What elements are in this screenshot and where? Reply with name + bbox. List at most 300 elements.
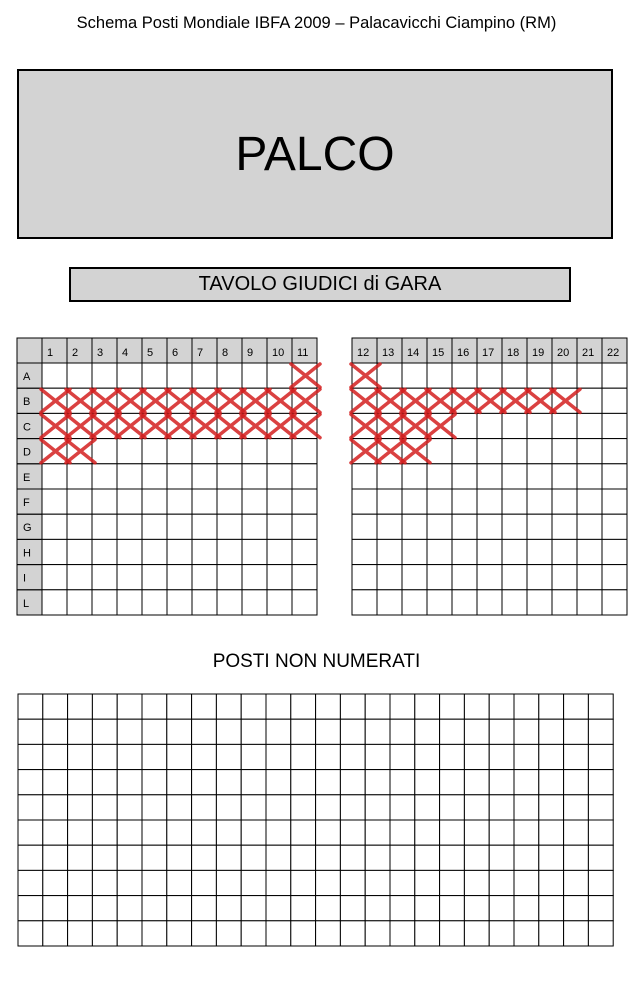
unnumbered-seat[interactable]: [539, 921, 564, 946]
seat-G4[interactable]: [117, 514, 142, 539]
seat-F15[interactable]: [427, 489, 452, 514]
unnumbered-seat[interactable]: [539, 770, 564, 795]
seat-H14[interactable]: [402, 539, 427, 564]
unnumbered-seat[interactable]: [167, 770, 192, 795]
seat-A8[interactable]: [217, 363, 242, 388]
unnumbered-seat[interactable]: [464, 795, 489, 820]
seat-H12[interactable]: [352, 539, 377, 564]
unnumbered-seat[interactable]: [167, 820, 192, 845]
unnumbered-seat[interactable]: [117, 870, 142, 895]
unnumbered-seat[interactable]: [316, 896, 341, 921]
unnumbered-seat[interactable]: [43, 744, 68, 769]
unnumbered-seat[interactable]: [390, 845, 415, 870]
seat-L8[interactable]: [217, 590, 242, 615]
unnumbered-seat[interactable]: [415, 694, 440, 719]
unnumbered-seat[interactable]: [43, 719, 68, 744]
seat-H3[interactable]: [92, 539, 117, 564]
seat-I15[interactable]: [427, 565, 452, 590]
seat-H2[interactable]: [67, 539, 92, 564]
seat-D15[interactable]: [427, 439, 452, 464]
unnumbered-seat[interactable]: [514, 694, 539, 719]
unnumbered-seat[interactable]: [192, 770, 217, 795]
unnumbered-seat[interactable]: [43, 870, 68, 895]
seat-H15[interactable]: [427, 539, 452, 564]
seat-I5[interactable]: [142, 565, 167, 590]
seat-I12[interactable]: [352, 565, 377, 590]
seat-I21[interactable]: [577, 565, 602, 590]
unnumbered-seat[interactable]: [167, 744, 192, 769]
seat-E9[interactable]: [242, 464, 267, 489]
seat-C18[interactable]: [502, 413, 527, 438]
seat-L12[interactable]: [352, 590, 377, 615]
unnumbered-seat[interactable]: [117, 921, 142, 946]
unnumbered-seat[interactable]: [415, 820, 440, 845]
unnumbered-seat[interactable]: [564, 845, 589, 870]
seat-G6[interactable]: [167, 514, 192, 539]
unnumbered-seat[interactable]: [464, 820, 489, 845]
seat-C21[interactable]: [577, 413, 602, 438]
seat-F4[interactable]: [117, 489, 142, 514]
unnumbered-seat[interactable]: [167, 870, 192, 895]
unnumbered-seat[interactable]: [216, 921, 241, 946]
unnumbered-seat[interactable]: [316, 719, 341, 744]
seat-I20[interactable]: [552, 565, 577, 590]
seat-A5[interactable]: [142, 363, 167, 388]
unnumbered-seat[interactable]: [68, 820, 93, 845]
unnumbered-seat[interactable]: [514, 845, 539, 870]
unnumbered-seat[interactable]: [117, 820, 142, 845]
unnumbered-seat[interactable]: [489, 694, 514, 719]
unnumbered-seat[interactable]: [43, 896, 68, 921]
seat-G9[interactable]: [242, 514, 267, 539]
unnumbered-seat[interactable]: [266, 744, 291, 769]
seat-E8[interactable]: [217, 464, 242, 489]
unnumbered-seat[interactable]: [464, 896, 489, 921]
unnumbered-seat[interactable]: [316, 870, 341, 895]
seat-D11[interactable]: [292, 439, 317, 464]
unnumbered-seat[interactable]: [564, 719, 589, 744]
unnumbered-seat[interactable]: [440, 795, 465, 820]
seat-L13[interactable]: [377, 590, 402, 615]
seat-E19[interactable]: [527, 464, 552, 489]
seat-G13[interactable]: [377, 514, 402, 539]
unnumbered-seat[interactable]: [514, 820, 539, 845]
seat-G10[interactable]: [267, 514, 292, 539]
seat-F10[interactable]: [267, 489, 292, 514]
unnumbered-seat[interactable]: [464, 870, 489, 895]
seat-D20[interactable]: [552, 439, 577, 464]
unnumbered-seat[interactable]: [43, 795, 68, 820]
unnumbered-seat[interactable]: [564, 921, 589, 946]
unnumbered-seat[interactable]: [489, 770, 514, 795]
unnumbered-seat[interactable]: [68, 770, 93, 795]
seat-G19[interactable]: [527, 514, 552, 539]
seat-D10[interactable]: [267, 439, 292, 464]
unnumbered-seat[interactable]: [167, 896, 192, 921]
seat-I4[interactable]: [117, 565, 142, 590]
seat-A19[interactable]: [527, 363, 552, 388]
seat-C22[interactable]: [602, 413, 627, 438]
unnumbered-seat[interactable]: [340, 921, 365, 946]
seat-L3[interactable]: [92, 590, 117, 615]
unnumbered-seat[interactable]: [390, 694, 415, 719]
unnumbered-seat[interactable]: [514, 770, 539, 795]
unnumbered-seat[interactable]: [18, 744, 43, 769]
unnumbered-seat[interactable]: [464, 845, 489, 870]
seat-A7[interactable]: [192, 363, 217, 388]
seat-F7[interactable]: [192, 489, 217, 514]
seat-D6[interactable]: [167, 439, 192, 464]
seat-I18[interactable]: [502, 565, 527, 590]
unnumbered-seat[interactable]: [92, 719, 117, 744]
seat-E3[interactable]: [92, 464, 117, 489]
unnumbered-seat[interactable]: [142, 744, 167, 769]
seat-H6[interactable]: [167, 539, 192, 564]
seat-A14[interactable]: [402, 363, 427, 388]
unnumbered-seat[interactable]: [564, 870, 589, 895]
seat-D19[interactable]: [527, 439, 552, 464]
unnumbered-seat[interactable]: [291, 921, 316, 946]
seat-F18[interactable]: [502, 489, 527, 514]
seat-I8[interactable]: [217, 565, 242, 590]
unnumbered-seat[interactable]: [365, 795, 390, 820]
unnumbered-seat[interactable]: [92, 744, 117, 769]
seat-E18[interactable]: [502, 464, 527, 489]
seat-F21[interactable]: [577, 489, 602, 514]
unnumbered-seat[interactable]: [539, 719, 564, 744]
seat-A21[interactable]: [577, 363, 602, 388]
seat-A2[interactable]: [67, 363, 92, 388]
unnumbered-seat[interactable]: [564, 744, 589, 769]
unnumbered-seat[interactable]: [142, 820, 167, 845]
seat-E1[interactable]: [42, 464, 67, 489]
seat-I17[interactable]: [477, 565, 502, 590]
seat-G5[interactable]: [142, 514, 167, 539]
seat-E11[interactable]: [292, 464, 317, 489]
unnumbered-seat[interactable]: [316, 744, 341, 769]
seat-A20[interactable]: [552, 363, 577, 388]
unnumbered-seat[interactable]: [415, 770, 440, 795]
unnumbered-seat[interactable]: [365, 744, 390, 769]
seat-G20[interactable]: [552, 514, 577, 539]
seat-E2[interactable]: [67, 464, 92, 489]
unnumbered-seat[interactable]: [291, 845, 316, 870]
unnumbered-seat[interactable]: [588, 845, 613, 870]
unnumbered-seat[interactable]: [316, 820, 341, 845]
seat-L20[interactable]: [552, 590, 577, 615]
seat-L16[interactable]: [452, 590, 477, 615]
seat-A6[interactable]: [167, 363, 192, 388]
seat-E17[interactable]: [477, 464, 502, 489]
unnumbered-seat[interactable]: [266, 870, 291, 895]
unnumbered-seat[interactable]: [564, 795, 589, 820]
unnumbered-seat[interactable]: [365, 719, 390, 744]
unnumbered-seat[interactable]: [489, 896, 514, 921]
unnumbered-seat[interactable]: [539, 795, 564, 820]
unnumbered-seat[interactable]: [192, 896, 217, 921]
unnumbered-seat[interactable]: [216, 845, 241, 870]
unnumbered-seat[interactable]: [142, 845, 167, 870]
seat-H4[interactable]: [117, 539, 142, 564]
unnumbered-seat[interactable]: [142, 694, 167, 719]
seat-F3[interactable]: [92, 489, 117, 514]
seat-G22[interactable]: [602, 514, 627, 539]
unnumbered-seat[interactable]: [514, 870, 539, 895]
unnumbered-seat[interactable]: [241, 719, 266, 744]
seat-D5[interactable]: [142, 439, 167, 464]
seat-E12[interactable]: [352, 464, 377, 489]
unnumbered-seat[interactable]: [192, 744, 217, 769]
unnumbered-seat[interactable]: [68, 921, 93, 946]
unnumbered-seat[interactable]: [365, 845, 390, 870]
unnumbered-seat[interactable]: [18, 795, 43, 820]
seat-I11[interactable]: [292, 565, 317, 590]
unnumbered-seat[interactable]: [415, 896, 440, 921]
seat-L10[interactable]: [267, 590, 292, 615]
seat-G15[interactable]: [427, 514, 452, 539]
seat-F11[interactable]: [292, 489, 317, 514]
seat-G11[interactable]: [292, 514, 317, 539]
unnumbered-seat[interactable]: [117, 719, 142, 744]
unnumbered-seat[interactable]: [440, 870, 465, 895]
unnumbered-seat[interactable]: [489, 744, 514, 769]
unnumbered-seat[interactable]: [316, 694, 341, 719]
unnumbered-seat[interactable]: [216, 770, 241, 795]
seat-H19[interactable]: [527, 539, 552, 564]
unnumbered-seat[interactable]: [266, 770, 291, 795]
unnumbered-seat[interactable]: [291, 694, 316, 719]
seat-D3[interactable]: [92, 439, 117, 464]
unnumbered-seat[interactable]: [18, 694, 43, 719]
unnumbered-seat[interactable]: [390, 870, 415, 895]
seat-H10[interactable]: [267, 539, 292, 564]
seat-E4[interactable]: [117, 464, 142, 489]
unnumbered-seat[interactable]: [415, 870, 440, 895]
unnumbered-seat[interactable]: [241, 744, 266, 769]
unnumbered-seat[interactable]: [216, 719, 241, 744]
seat-E5[interactable]: [142, 464, 167, 489]
unnumbered-seat[interactable]: [464, 694, 489, 719]
seat-D17[interactable]: [477, 439, 502, 464]
seat-H5[interactable]: [142, 539, 167, 564]
unnumbered-seat[interactable]: [192, 719, 217, 744]
unnumbered-seat[interactable]: [216, 870, 241, 895]
unnumbered-seat[interactable]: [167, 845, 192, 870]
seat-C16[interactable]: [452, 413, 477, 438]
seat-D18[interactable]: [502, 439, 527, 464]
seat-G12[interactable]: [352, 514, 377, 539]
unnumbered-seat[interactable]: [440, 845, 465, 870]
unnumbered-seat[interactable]: [92, 795, 117, 820]
unnumbered-seat[interactable]: [92, 896, 117, 921]
unnumbered-seat[interactable]: [241, 795, 266, 820]
seat-D22[interactable]: [602, 439, 627, 464]
seat-A17[interactable]: [477, 363, 502, 388]
seat-F5[interactable]: [142, 489, 167, 514]
unnumbered-seat[interactable]: [588, 719, 613, 744]
seat-L6[interactable]: [167, 590, 192, 615]
seat-F12[interactable]: [352, 489, 377, 514]
unnumbered-seat[interactable]: [18, 870, 43, 895]
seat-A13[interactable]: [377, 363, 402, 388]
unnumbered-seat[interactable]: [390, 719, 415, 744]
seat-F17[interactable]: [477, 489, 502, 514]
seat-G2[interactable]: [67, 514, 92, 539]
unnumbered-seat[interactable]: [390, 744, 415, 769]
seat-F2[interactable]: [67, 489, 92, 514]
unnumbered-seat[interactable]: [440, 921, 465, 946]
seat-H11[interactable]: [292, 539, 317, 564]
unnumbered-seat[interactable]: [192, 820, 217, 845]
unnumbered-seat[interactable]: [241, 770, 266, 795]
unnumbered-seat[interactable]: [514, 719, 539, 744]
seat-I22[interactable]: [602, 565, 627, 590]
seat-A16[interactable]: [452, 363, 477, 388]
unnumbered-seat[interactable]: [68, 694, 93, 719]
unnumbered-seat[interactable]: [415, 845, 440, 870]
seat-F16[interactable]: [452, 489, 477, 514]
unnumbered-seat[interactable]: [390, 921, 415, 946]
unnumbered-seat[interactable]: [365, 921, 390, 946]
unnumbered-seat[interactable]: [539, 896, 564, 921]
unnumbered-seat[interactable]: [365, 870, 390, 895]
unnumbered-seat[interactable]: [68, 795, 93, 820]
unnumbered-seat[interactable]: [489, 845, 514, 870]
seat-C17[interactable]: [477, 413, 502, 438]
seat-F20[interactable]: [552, 489, 577, 514]
seat-L14[interactable]: [402, 590, 427, 615]
seat-L19[interactable]: [527, 590, 552, 615]
unnumbered-seat[interactable]: [192, 845, 217, 870]
unnumbered-seat[interactable]: [365, 770, 390, 795]
seat-I10[interactable]: [267, 565, 292, 590]
unnumbered-seat[interactable]: [464, 770, 489, 795]
unnumbered-seat[interactable]: [340, 845, 365, 870]
seat-L21[interactable]: [577, 590, 602, 615]
unnumbered-seat[interactable]: [216, 694, 241, 719]
seat-B22[interactable]: [602, 388, 627, 413]
unnumbered-seat[interactable]: [142, 719, 167, 744]
seat-G18[interactable]: [502, 514, 527, 539]
seat-A22[interactable]: [602, 363, 627, 388]
unnumbered-seat[interactable]: [390, 770, 415, 795]
unnumbered-seat[interactable]: [440, 694, 465, 719]
unnumbered-seat[interactable]: [489, 820, 514, 845]
unnumbered-seat[interactable]: [464, 744, 489, 769]
unnumbered-seat[interactable]: [365, 694, 390, 719]
unnumbered-seat[interactable]: [340, 694, 365, 719]
unnumbered-seat[interactable]: [167, 694, 192, 719]
unnumbered-seat[interactable]: [142, 770, 167, 795]
unnumbered-seat[interactable]: [92, 770, 117, 795]
unnumbered-seat[interactable]: [43, 770, 68, 795]
unnumbered-seat[interactable]: [440, 719, 465, 744]
unnumbered-seat[interactable]: [216, 795, 241, 820]
seat-I3[interactable]: [92, 565, 117, 590]
unnumbered-seat[interactable]: [588, 896, 613, 921]
seat-C19[interactable]: [527, 413, 552, 438]
seat-A9[interactable]: [242, 363, 267, 388]
unnumbered-seat[interactable]: [291, 896, 316, 921]
seat-L7[interactable]: [192, 590, 217, 615]
unnumbered-seat[interactable]: [216, 896, 241, 921]
unnumbered-seat[interactable]: [266, 820, 291, 845]
unnumbered-seat[interactable]: [167, 719, 192, 744]
seat-H20[interactable]: [552, 539, 577, 564]
unnumbered-seat[interactable]: [390, 896, 415, 921]
unnumbered-seat[interactable]: [588, 870, 613, 895]
seat-A4[interactable]: [117, 363, 142, 388]
unnumbered-seat[interactable]: [415, 719, 440, 744]
unnumbered-seat[interactable]: [192, 921, 217, 946]
seat-A3[interactable]: [92, 363, 117, 388]
seat-D7[interactable]: [192, 439, 217, 464]
seat-F1[interactable]: [42, 489, 67, 514]
unnumbered-seat[interactable]: [142, 896, 167, 921]
unnumbered-seat[interactable]: [588, 820, 613, 845]
unnumbered-seat[interactable]: [365, 820, 390, 845]
seat-A18[interactable]: [502, 363, 527, 388]
unnumbered-seat[interactable]: [291, 719, 316, 744]
seat-I13[interactable]: [377, 565, 402, 590]
seat-I19[interactable]: [527, 565, 552, 590]
unnumbered-seat[interactable]: [18, 845, 43, 870]
unnumbered-seat[interactable]: [43, 921, 68, 946]
seat-G16[interactable]: [452, 514, 477, 539]
seat-I9[interactable]: [242, 565, 267, 590]
unnumbered-seat[interactable]: [539, 870, 564, 895]
unnumbered-seat[interactable]: [539, 845, 564, 870]
unnumbered-seat[interactable]: [43, 694, 68, 719]
unnumbered-seat[interactable]: [18, 820, 43, 845]
unnumbered-seat[interactable]: [241, 845, 266, 870]
unnumbered-seat[interactable]: [192, 694, 217, 719]
unnumbered-seat[interactable]: [18, 896, 43, 921]
seat-G8[interactable]: [217, 514, 242, 539]
unnumbered-seat[interactable]: [564, 770, 589, 795]
unnumbered-seat[interactable]: [440, 744, 465, 769]
unnumbered-seat[interactable]: [489, 719, 514, 744]
seat-L11[interactable]: [292, 590, 317, 615]
unnumbered-seat[interactable]: [489, 921, 514, 946]
seat-H13[interactable]: [377, 539, 402, 564]
seat-L18[interactable]: [502, 590, 527, 615]
unnumbered-seat[interactable]: [564, 694, 589, 719]
unnumbered-seat[interactable]: [92, 870, 117, 895]
unnumbered-seat[interactable]: [192, 795, 217, 820]
unnumbered-seat[interactable]: [18, 719, 43, 744]
seat-E21[interactable]: [577, 464, 602, 489]
seat-B21[interactable]: [577, 388, 602, 413]
unnumbered-seat[interactable]: [464, 719, 489, 744]
unnumbered-seat[interactable]: [43, 820, 68, 845]
seat-G3[interactable]: [92, 514, 117, 539]
unnumbered-seat[interactable]: [117, 896, 142, 921]
seat-L9[interactable]: [242, 590, 267, 615]
unnumbered-seat[interactable]: [365, 896, 390, 921]
seat-E6[interactable]: [167, 464, 192, 489]
seat-G1[interactable]: [42, 514, 67, 539]
unnumbered-seat[interactable]: [514, 896, 539, 921]
unnumbered-seat[interactable]: [18, 921, 43, 946]
seat-L15[interactable]: [427, 590, 452, 615]
unnumbered-seat[interactable]: [68, 870, 93, 895]
unnumbered-seat[interactable]: [415, 795, 440, 820]
unnumbered-seat[interactable]: [340, 870, 365, 895]
unnumbered-seat[interactable]: [514, 744, 539, 769]
unnumbered-seat[interactable]: [68, 896, 93, 921]
seat-E15[interactable]: [427, 464, 452, 489]
